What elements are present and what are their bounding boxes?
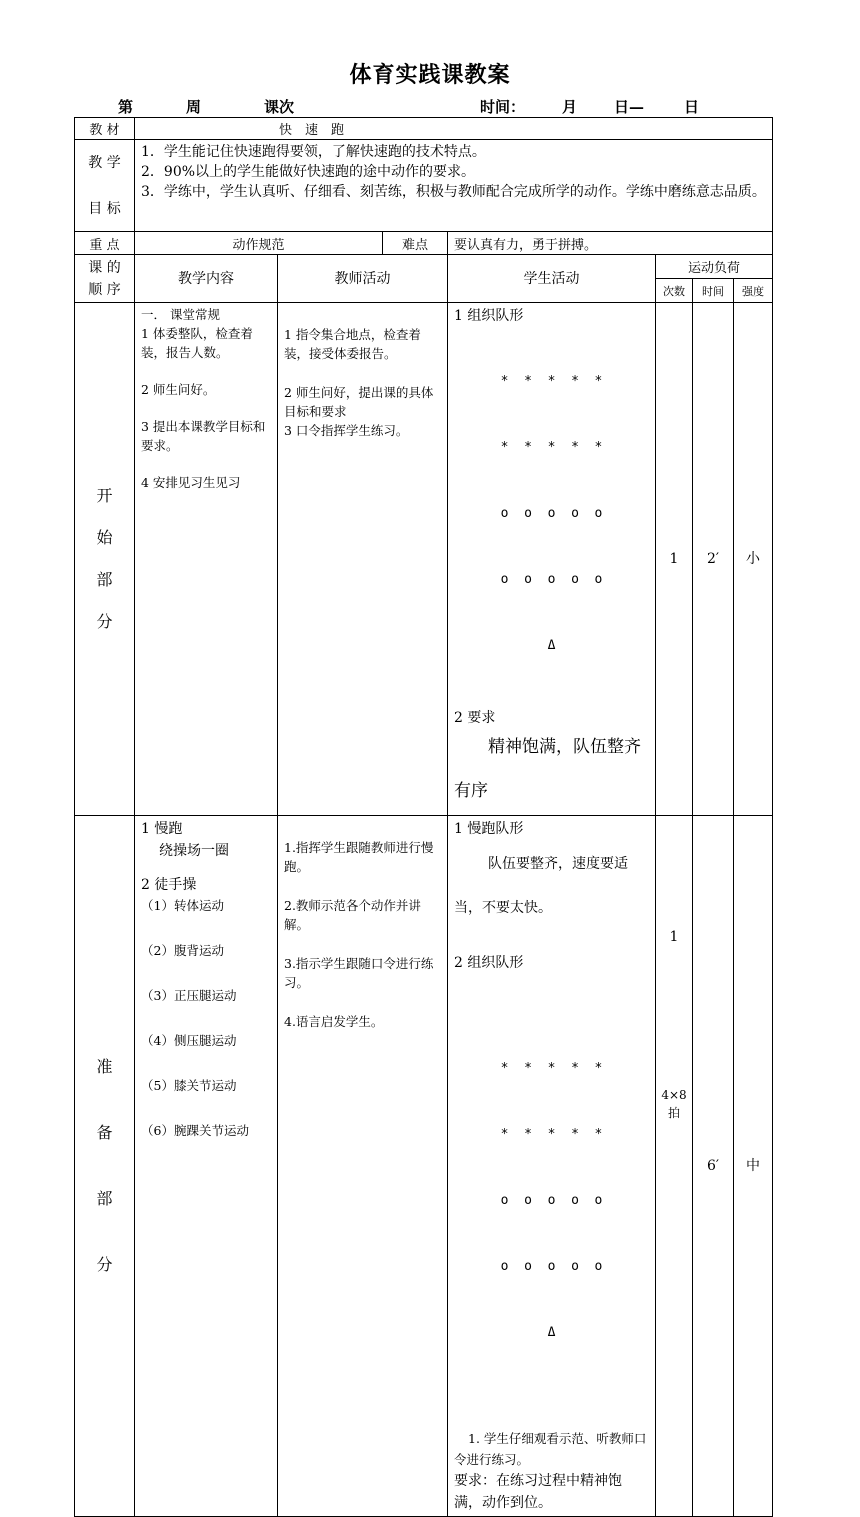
start-intensity: 小	[734, 303, 773, 816]
section-label-start: 开 始 部 分	[75, 303, 135, 816]
start-teacher: 1 指令集合地点，检查着装，接受体委报告。 2 师生问好，提出课的具体目标和要求 3 口令指挥学生练习。	[278, 303, 448, 816]
time-label: 时间：	[480, 98, 526, 116]
content-header: 教学内容	[135, 255, 278, 303]
objective-item: 3．学练中，学生认真听、仔细看、刻苦练，积极与教师配合完成所学的动作。学练中磨练意志品质。	[141, 184, 766, 200]
week-prefix: 第	[118, 98, 134, 116]
day-label: 日—	[614, 98, 645, 116]
prep-intensity: 中	[734, 816, 773, 1517]
teacher-header: 教师活动	[278, 255, 448, 303]
material-value: 快 速 跑	[135, 118, 773, 140]
objective-item: 2．90%以上的学生能做好快速跑的途中动作的要求。	[141, 164, 476, 180]
key-point-label: 重 点	[75, 232, 135, 255]
order-header: 课 的 顺 序	[75, 255, 135, 303]
objectives-label: 教 学 目 标	[75, 140, 135, 232]
formation-diagram: * * * * * * * * * * o o o o o o o o o o Δ	[500, 374, 603, 653]
page-title: 体育实践课教案	[349, 62, 511, 88]
count-header: 次数	[656, 279, 693, 303]
difficulty-label: 难点	[383, 232, 448, 255]
week-label: 周	[186, 98, 202, 116]
prep-content: 1 慢跑 绕操场一圈 2 徒手操 （1）转体运动 （2）腹背运动 （3）正压腿运动 （4）侧压腿运动 （5）膝关节运动 （6）腕踝关节运动	[135, 816, 278, 1517]
lesson-header	[118, 96, 738, 118]
time-header: 时间	[693, 279, 734, 303]
objective-item: 1．学生能记住快速跑得要领，了解快速跑的技术特点。	[141, 144, 486, 160]
prep-time: 6′	[693, 816, 734, 1517]
table-row	[75, 303, 773, 816]
load-header: 运动负荷	[656, 255, 773, 279]
prep-teacher: 1.指挥学生跟随教师进行慢跑。 2.教师示范各个动作并讲解。 3.指示学生跟随口令进行练习。 4.语言启发学生。	[278, 816, 448, 1517]
objectives-list	[135, 140, 773, 232]
start-count: 1	[656, 303, 693, 816]
start-student: 1 组织队形 * * * * * * * * * * o o o o o o o o o o Δ 2 要求 精神饱满，队伍整齐有序	[448, 303, 656, 816]
material-label: 教 材	[75, 118, 135, 140]
month-label: 月	[562, 98, 578, 116]
key-point-value: 动作规范	[135, 232, 383, 255]
start-time: 2′	[693, 303, 734, 816]
formation-diagram: * * * * * * * * * * o o o o o o o o o o Δ	[500, 1061, 603, 1340]
prep-count: 1 4×8拍	[656, 816, 693, 1517]
lesson-plan-table	[74, 117, 773, 1517]
section-label-prep: 准 备 部 分	[75, 816, 135, 1517]
lesson-label: 课次	[264, 98, 295, 116]
table-row	[75, 816, 773, 1517]
start-content: 一． 课堂常规 1 体委整队，检查着装，报告人数。 2 师生问好。 3 提出本课教学目标和要求。 4 安排见习生见习	[135, 303, 278, 816]
day-end-label: 日	[684, 98, 700, 116]
difficulty-value: 要认真有力，勇于拼搏。	[448, 232, 773, 255]
student-header: 学生活动	[448, 255, 656, 303]
prep-student: 1 慢跑队形 队伍要整齐，速度要适当，不要太快。 2 组织队形 * * * * * * * * * * o o o o o o o o o o Δ 1. 学生仔细观看示范、听教师口令进行练习。 要求：在练习过程中精神饱满，动作到位。	[448, 816, 656, 1517]
intensity-header: 强度	[734, 279, 773, 303]
